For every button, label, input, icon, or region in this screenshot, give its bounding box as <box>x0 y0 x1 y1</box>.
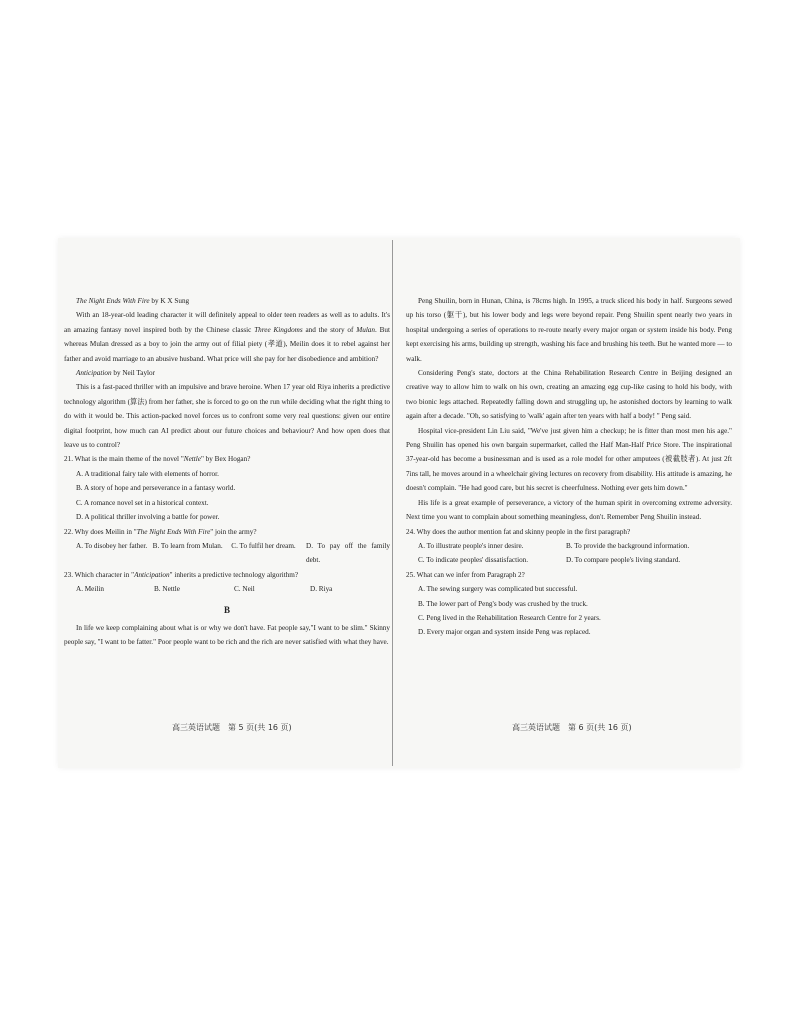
q24-option-a: A. To illustrate people's inner desire. <box>418 541 524 550</box>
passage-b-paragraph-1: Peng Shuilin, born in Hunan, China, is 78cms high. In 1995, a truck sliced his body in half. Surgeons sewed up his torso (躯干), but his lower body and legs were beyond repair. Peng Shuilin spent nearly two years in hospital undergoing a series of operations to re-route nearly every major organ or system inside his body. Peng kept exercising his arms, building up strength, washing his face and brushing his teeth. But he wanted more — to walk. <box>406 297 732 363</box>
q21-option-b: B. A story of hope and perseverance in a fantasy world. <box>76 484 236 493</box>
q22-option-a: A. To disobey her father. <box>76 541 148 550</box>
q21-option-d: D. A political thriller involving a battle for power. <box>76 513 220 522</box>
q24-option-b: B. To provide the background information. <box>566 541 690 550</box>
book1-author: by K X Sung <box>151 297 190 305</box>
passage-b-paragraph-4: His life is a great example of perseverance, a victory of the human spirit in overcoming extreme adversity. Next time you want to complain about something meaningless, don't. Remember Peng Shuilin instead. <box>406 498 732 522</box>
q22-option-b: B. To learn from Mulan. <box>152 541 223 550</box>
book1-heading <box>64 294 390 308</box>
page-5 <box>64 294 390 649</box>
question-22: 22. Why does Meilin in "The Night Ends With Fire" join the army? <box>64 527 257 536</box>
page-divider <box>392 240 393 766</box>
q22-options <box>64 539 390 568</box>
q22-option-c: C. To fulfil her dream. <box>231 541 296 550</box>
q25-option-b: B. The lower part of Peng's body was crushed by the truck. <box>418 599 588 608</box>
q23-option-b: B. Nettle <box>154 585 180 594</box>
footer-page-6: 高三英语试题 第 6 页(共 16 页) <box>512 723 632 732</box>
book1-title: The Night Ends With Fire <box>76 297 150 305</box>
q24-option-c: C. To indicate peoples' dissatisfaction. <box>418 556 529 565</box>
page-6 <box>406 294 732 640</box>
q23-options <box>64 582 390 596</box>
passage-b-intro: In life we keep complaining about what is or why we don't have. Fat people say,"I want to be slim." Skinny people say, "I want to be fatter." Poor people want to be rich and the rich are never satisfied with what they have. <box>64 623 390 646</box>
q25-option-c: C. Peng lived in the Rehabilitation Research Centre for 2 years. <box>418 613 601 622</box>
q23-option-a: A. Meilin <box>76 585 104 594</box>
passage-b-paragraph-3: Hospital vice-president Lin Liu said, "We've just given him a checkup; he is fitter than most men his age." Peng Shuilin has opened his own bargain supermarket, called the Half Man-Half Price Store. The inspirational 37-year-old has become a businessman and is used as a role model for other amputees (被截肢者). At just 2ft 7ins tall, he moves around in a wheelchair giving lectures on recovery from disability. His attitude is amazing, he doesn't complain. "He had good care, but his secret is cheerfulness. Nothing ever gets him down." <box>406 426 732 493</box>
passage-b-paragraph-2: Considering Peng's state, doctors at the China Rehabilitation Research Centre in Beijing designed an creative way to allow him to walk on his own, creating an amazing egg cup-like casing to hold his body, with two bionic legs attached. Repeatedly falling down and struggling up, he astonished doctors by learning to walk again after a decade. "Oh, so satisfying to 'walk' again after ten years with half a body! " Peng said. <box>406 369 732 421</box>
section-b-heading: B <box>223 604 230 615</box>
q23-option-c: C. Neil <box>234 585 255 594</box>
q24-options-row-1 <box>406 539 732 553</box>
question-24: 24. Why does the author mention fat and skinny people in the first paragraph? <box>406 527 631 536</box>
q25-option-a: A. The sewing surgery was complicated but successful. <box>418 585 578 594</box>
question-23: 23. Which character in "Anticipation" inherits a predictive technology algorithm? <box>64 570 299 579</box>
book2-author: by Neil Taylor <box>113 369 156 378</box>
book1-description: With an 18-year-old leading character it will definitely appeal to older teen readers as well as to adults. It's an amazing fantasy novel inspired both by the Chinese classic Three Kingdoms and the story of Mulan. But whereas Mulan dressed as a boy to join the army out of filial piety (孝道), Meilin does it to rebel against her father and avoid marriage to an abusive husband. What price will she pay for her disobedience and ambition? <box>64 311 390 363</box>
q21-option-a: A. A traditional fairy tale with elements of horror. <box>76 469 219 478</box>
book2-description: This is a fast-paced thriller with an impulsive and brave heroine. When 17 year old Riya inherits a predictive technology algorithm (算法) from her father, she is forced to go on the run while deciding what the right thing to do with it would be. This action-packed novel forces us to confront some very real questions: given our entire digital footprint, how much can AI predict about our future choices and behaviour? And how open does that leave us to control? <box>64 383 390 450</box>
book2-title: Anticipation <box>76 369 112 378</box>
footer-page-5: 高三英语试题 第 5 页(共 16 页) <box>172 723 292 732</box>
q22-option-d: D. To pay off the family debt. <box>306 541 390 565</box>
book2-heading <box>64 366 390 380</box>
q24-option-d: D. To compare people's living standard. <box>566 556 681 565</box>
q24-options-row-2 <box>406 553 732 567</box>
question-21: 21. What is the main theme of the novel "Nettle" by Bex Hogan? <box>64 455 251 464</box>
question-25: 25. What can we infer from Paragraph 2? <box>406 570 525 579</box>
q23-option-d: D. Riya <box>310 585 333 594</box>
q21-option-c: C. A romance novel set in a historical context. <box>76 498 209 507</box>
q25-option-d: D. Every major organ and system inside Peng was replaced. <box>418 628 591 637</box>
